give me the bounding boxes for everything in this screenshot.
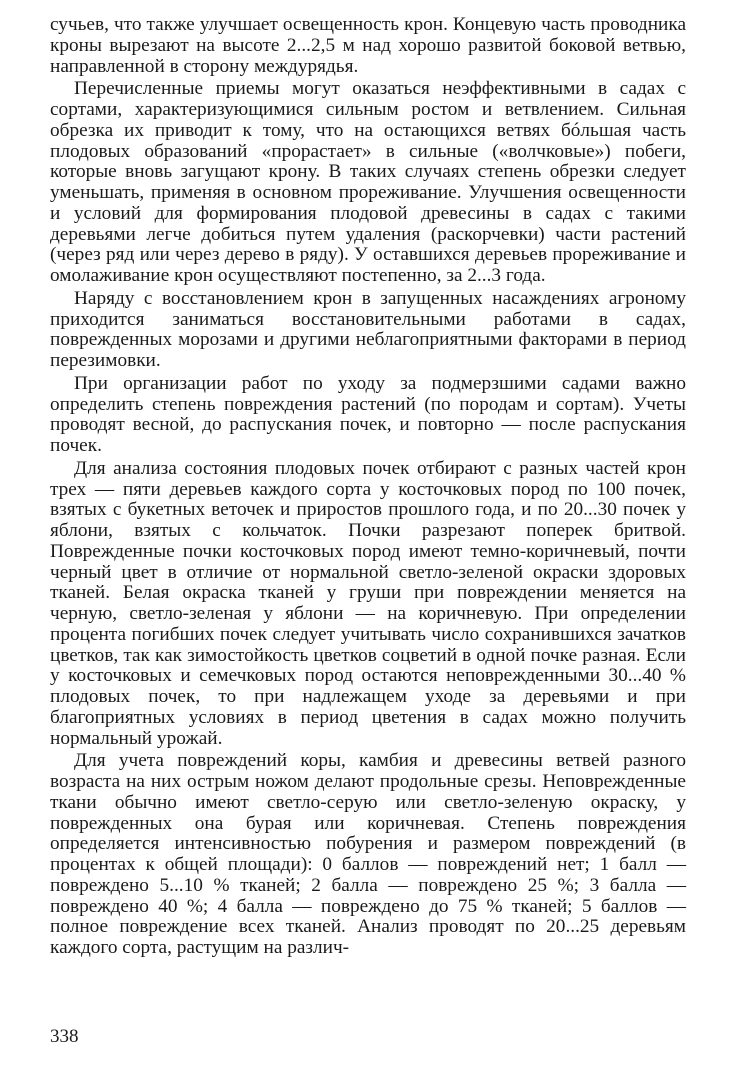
- page-body: [50, 15, 686, 1055]
- paragraph-continuation: сучьев, что также улучшает освещенность крон. Концевую часть проводника кроны вырезают на высоте 2...2,5 м над хорошо развитой боковой ветвью, направленной в сторону междурядья.: [50, 14, 686, 77]
- paragraph-damage-assessment: При организации работ по уходу за подмерзшими садами важно определить степень повреждения растений (по породам и сортам). Учеты проводят весной, до распускания почек, и повторно — после распускания почек.: [50, 372, 686, 456]
- paragraph-bark-damage: Для учета повреждений коры, камбия и древесины ветвей разного возраста на них острым ножом делают продольные срезы. Неповрежденные ткани обычно имеют светло-серую или светло-зеленую окраску, у поврежденных она бурая или коричневая. Степень повреждения определяется интенсивностью побурения и размером повреждений (в процентах к общей площади): 0 баллов — повреждений нет; 1 балл — повреждено 5...10 % тканей; 2 балла — повреждено 25 %; 3 балла — повреждено 40 %; 4 балла — повреждено до 75 % тканей; 5 баллов — полное повреждение всех тканей. Анализ проводят по 20...25 деревьям каждого сорта, растущим на различ-: [50, 750, 686, 958]
- page-number: 338: [50, 1026, 79, 1047]
- paragraph-pruning-methods: Перечисленные приемы могут оказаться неэффективными в садах с сортами, характеризующимися сильным ростом и ветвлением. Сильная обрезка их приводит к тому, что на остающихся ветвях бóльшая часть плодовых образований «прорастает» в сильные («волчковые») побеги, которые вновь загущают крону. В таких случаях степень обрезки следует уменьшать, применяя в основном прореживание. Улучшения освещенности и условий для формирования плодовой древесины в садах с такими деревьями легче добиться путем удаления (раскорчевки) части растений (через ряд или через дерево в ряду). У оставшихся деревьев прореживание и омолаживание крон осуществляют постепенно, за 2...3 года.: [50, 78, 686, 286]
- paragraph-restoration-work: Наряду с восстановлением крон в запущенных насаждениях агроному приходится заниматься восстановительными работами в садах, поврежденных морозами и другими неблагоприятными факторами в период перезимовки.: [50, 287, 686, 371]
- paragraph-bud-analysis: Для анализа состояния плодовых почек отбирают с разных частей крон трех — пяти деревьев каждого сорта у косточковых пород по 100 почек, взятых с букетных веточек и приростов прошлого года, и по 20...30 почек у яблони, взятых с кольчаток. Почки разрезают поперек бритвой. Поврежденные почки косточковых пород имеют темно-коричневый, почти черный цвет в отличие от нормальной светло-зеленой окраски здоровых тканей. Белая окраска тканей у груши при повреждении меняется на черную, светло-зеленая у яблони — на коричневую. При определении процента погибших почек следует учитывать число сохранившихся зачатков цветков, так как зимостойкость цветков соцветий в одной почке разная. Если у косточковых и семечковых пород остаются неповрежденными 30...40 % плодовых почек, то при надлежащем уходе за деревьями и при благоприятных условиях в период цветения в садах можно получить нормальный урожай.: [50, 457, 686, 749]
